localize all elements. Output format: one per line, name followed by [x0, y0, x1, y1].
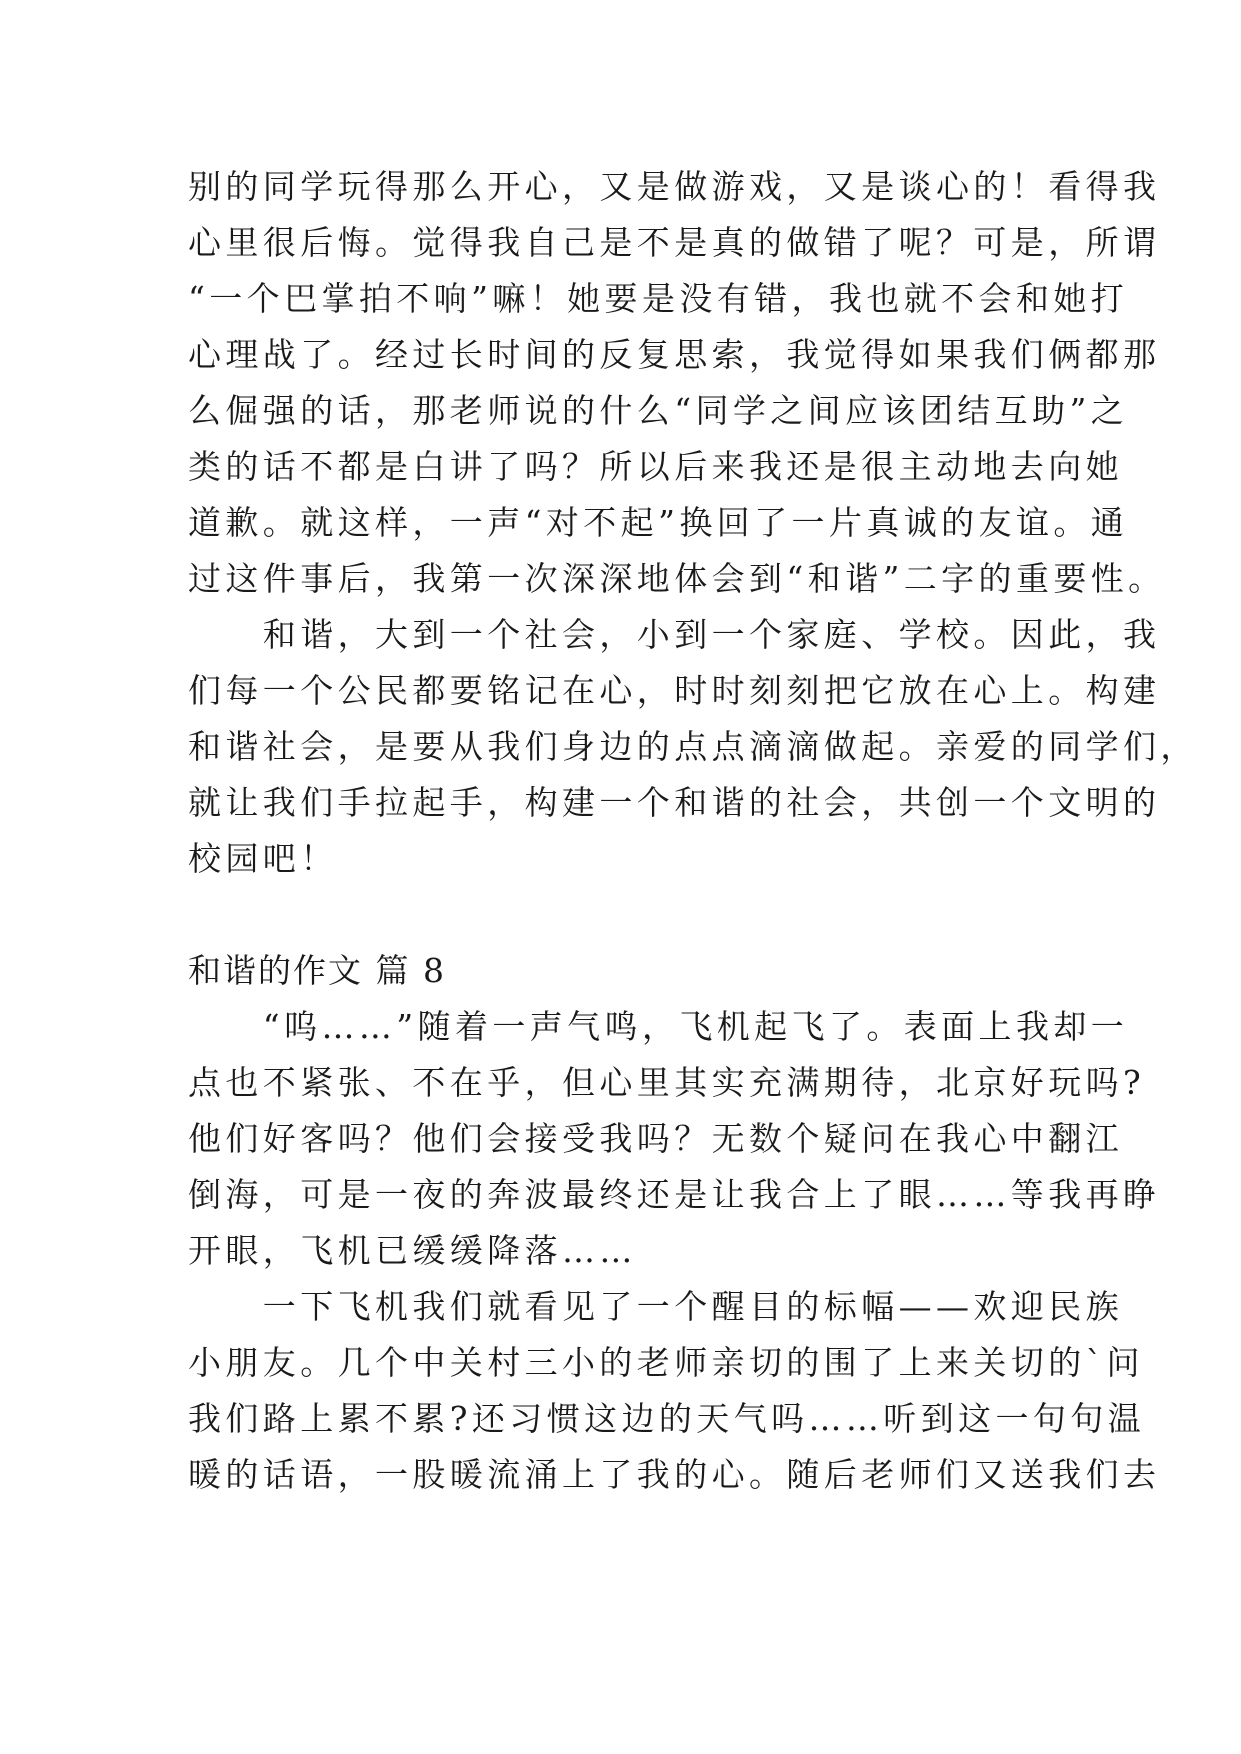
text-line: 们每一个公民都要铭记在心，时时刻刻把它放在心上。构建 [188, 671, 1161, 710]
section-heading: 和谐的作文 篇 8 [188, 951, 446, 990]
text-line: 就让我们手拉起手，构建一个和谐的社会，共创一个文明的 [188, 783, 1161, 822]
text-line: 开眼，飞机已缓缓降落…… [188, 1231, 637, 1270]
text-line: 心里很后悔。觉得我自己是不是真的做错了呢？可是，所谓 [188, 223, 1161, 262]
text-line: “呜……”随着一声气鸣，飞机起飞了。表面上我却一 [188, 1007, 1129, 1046]
text-line: 校园吧！ [188, 839, 338, 878]
text-line: 和谐社会，是要从我们身边的点点滴滴做起。亲爱的同学们， [188, 727, 1198, 766]
text-line: 一下飞机我们就看见了一个醒目的标幅——欢迎民族 [188, 1287, 1123, 1326]
text-line: 小朋友。几个中关村三小的老师亲切的围了上来关切的`问 [188, 1343, 1144, 1382]
text-line: 倒海，可是一夜的奔波最终还是让我合上了眼……等我再睁 [188, 1175, 1161, 1214]
text-line: 类的话不都是白讲了吗？所以后来我还是很主动地去向她 [188, 447, 1123, 486]
text-line: 么倔强的话，那老师说的什么“同学之间应该团结互助”之 [188, 391, 1129, 430]
text-line: 和谐，大到一个社会，小到一个家庭、学校。因此，我 [188, 615, 1161, 654]
text-line: 他们好客吗？他们会接受我吗？无数个疑问在我心中翻江 [188, 1119, 1123, 1158]
text-line: 道歉。就这样，一声“对不起”换回了一片真诚的友谊。通 [188, 503, 1129, 542]
text-line: 点也不紧张、不在乎，但心里其实充满期待，北京好玩吗? [188, 1063, 1146, 1102]
text-line: 过这件事后，我第一次深深地体会到“和谐”二字的重要性。 [188, 559, 1166, 598]
text-line: 心理战了。经过长时间的反复思索，我觉得如果我们俩都那 [188, 335, 1161, 374]
text-line: 我们路上累不累?还习惯这边的天气吗……听到这一句句温 [188, 1399, 1146, 1438]
text-line: 别的同学玩得那么开心，又是做游戏，又是谈心的！看得我 [188, 167, 1161, 206]
text-line: 暖的话语，一股暖流涌上了我的心。随后老师们又送我们去 [188, 1455, 1161, 1494]
text-line: “一个巴掌拍不响”嘛！她要是没有错，我也就不会和她打 [188, 279, 1129, 318]
